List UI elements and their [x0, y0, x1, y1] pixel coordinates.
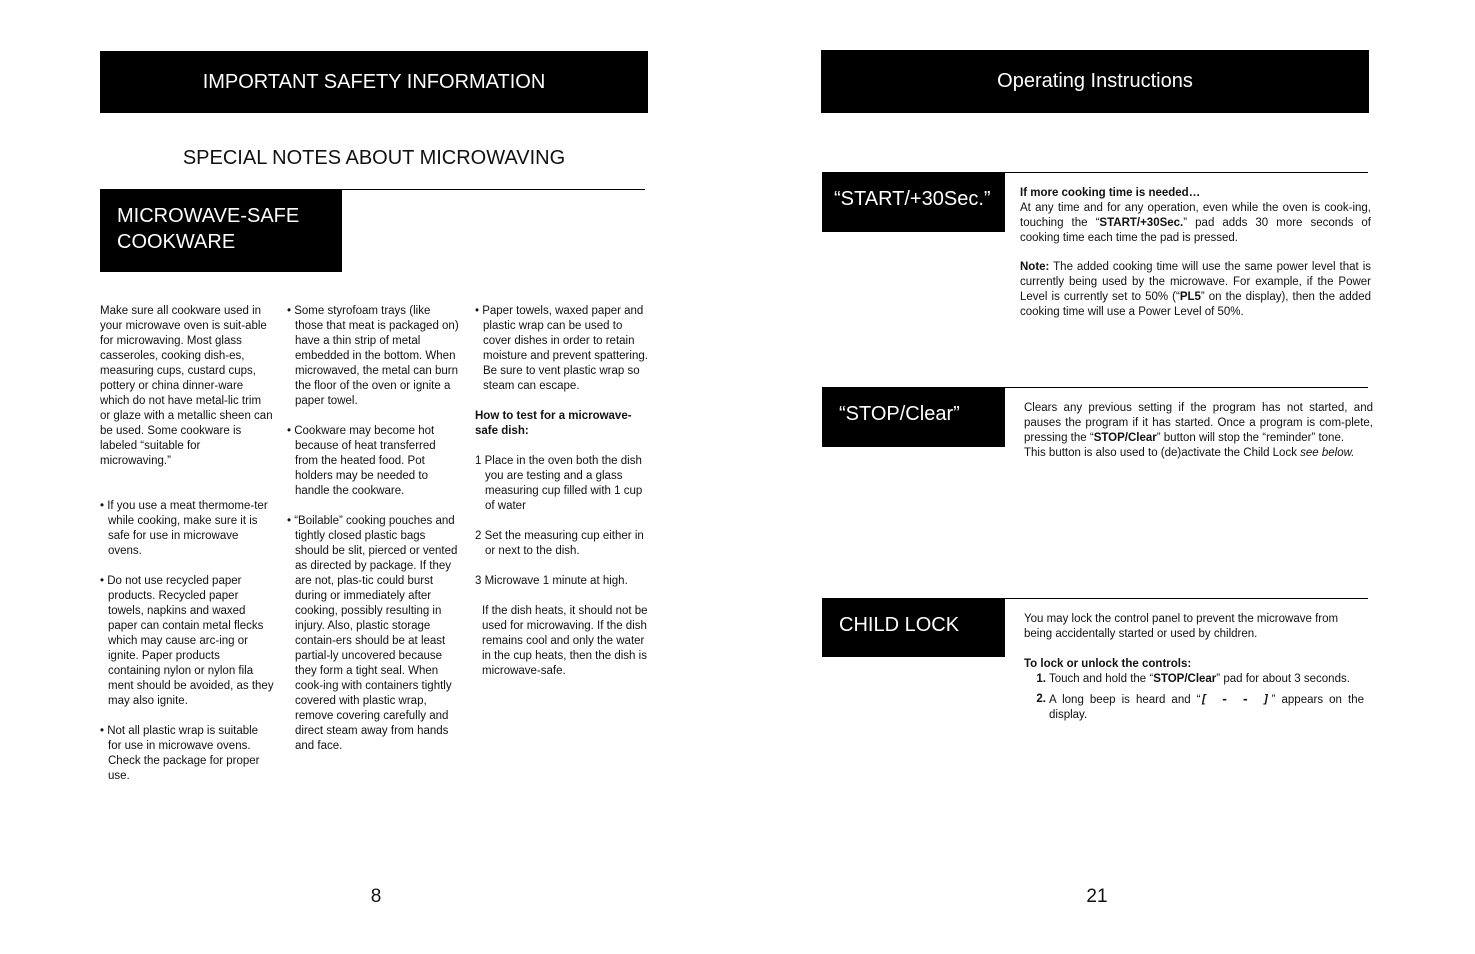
stop-child-lock-note: This button is also used to (de)activate the Child Lock see below.	[1024, 447, 1355, 459]
left-column-3	[475, 304, 649, 679]
test-result: If the dish heats, it should not be used for microwaving. If the dish remains cool and only the water in the cup heats, then the dish is microwave-safe.	[482, 605, 648, 677]
start-30sec-description	[1020, 186, 1371, 320]
start-30sec-label-block	[822, 173, 1005, 232]
test-step: 1 Place in the oven both the dish you are testing and a glass measuring cup filled with 1 cup of water	[475, 455, 643, 512]
test-dish-heading: How to test for a microwave-safe dish:	[475, 410, 632, 437]
list-item: • “Boilable” cooking pouches and tightly closed plastic bags should be slit, pierced or vented as directed by package. If they are not, plas-tic could burst during or immediately after cooking, possibly resulting in injury. Also, plastic storage contain-ers should be at least partial-ly uncovered because they form a tight seal. When cook-ing with containers tightly covered with plastic wrap, remove covering carefully and direct steam away from hands and face.	[287, 515, 458, 752]
left-column-1	[100, 304, 274, 784]
page-number-left: 8	[370, 886, 382, 907]
start-paragraph: At any time and for any operation, even while the oven is cook-ing, touching the “START/+30Sec.” pad adds 30 more seconds of cooking time each time the pad is pressed.	[1020, 202, 1371, 244]
list-item: • Paper towels, waxed paper and plastic wrap can be used to cover dishes in order to retain moisture and prevent spattering. Be sure to vent plastic wrap so steam can escape.	[475, 305, 648, 392]
section-title-line1: MICROWAVE-SAFE	[117, 205, 300, 227]
cookware-intro: Make sure all cookware used in your microwave oven is suit-able for microwaving. Most glass casseroles, cooking dish-es, measuring cups, custard cups, pottery or china dinner-ware which do not have metal-lic trim or glaze with a metallic sheen can be used. Some cookware is labeled “suitable for microwaving.”	[100, 305, 273, 467]
operating-instructions-header	[821, 50, 1369, 113]
list-item: • Some styrofoam trays (like those that meat is packaged on) have a thin strip of metal embedded in the bottom. When microwaved, the metal can burn the floor of the oven or ignite a paper towel.	[287, 305, 459, 407]
list-item: • If you use a meat thermome-ter while cooking, make sure it is safe for use in microwave ovens.	[100, 500, 268, 557]
child-lock-heading: To lock or unlock the controls:	[1024, 658, 1192, 670]
safety-header	[100, 51, 648, 113]
test-step: 2 Set the measuring cup either in or next to the dish.	[475, 530, 644, 557]
left-column-2	[287, 304, 461, 754]
safety-header-title: IMPORTANT SAFETY INFORMATION	[202, 70, 546, 93]
list-item: • Not all plastic wrap is suitable for use in microwave ovens. Check the package for proper use.	[100, 725, 260, 782]
child-lock-step: 2. A long beep is heard and “[ - - ]” appears on the display.	[1036, 692, 1364, 721]
special-notes-title: SPECIAL NOTES ABOUT MICROWAVING	[182, 147, 566, 169]
stop-clear-description	[1024, 401, 1373, 461]
child-lock-intro: You may lock the control panel to prevent the microwave from being accidentally started or used by children.	[1024, 613, 1339, 640]
child-lock-label: CHILD LOCK	[839, 614, 960, 636]
stop-clear-label: “STOP/Clear”	[839, 403, 960, 425]
page-number-right: 21	[1086, 886, 1108, 907]
child-lock-description	[1024, 612, 1364, 728]
operating-instructions-title: Operating Instructions	[997, 70, 1193, 92]
start-heading: If more cooking time is needed…	[1020, 187, 1201, 199]
stop-clear-label-block	[822, 388, 1005, 447]
start-note: Note: The added cooking time will use the same power level that is currently being used by the microwave. For example, if the Power Level is currently set to 50% (“PL5” on the display), then the added cooking time will use a Power Level of 50%.	[1020, 261, 1371, 318]
test-step: 3 Microwave 1 minute at high.	[475, 575, 628, 587]
child-lock-step: 1. Touch and hold the “STOP/Clear” pad for about 3 seconds.	[1036, 673, 1350, 685]
stop-paragraph: Clears any previous setting if the program has not started, and pauses the program if it has started. Once a program is com-plete, pressing the “STOP/Clear” button will stop the “reminder” tone.	[1024, 402, 1373, 444]
section-title-line2: COOKWARE	[117, 231, 236, 253]
microwave-safe-cookware-block	[100, 190, 342, 272]
lock-display-symbol: [ - - ]	[1200, 692, 1272, 706]
start-30sec-label: “START/+30Sec.”	[834, 188, 991, 210]
list-item: • Cookware may become hot because of heat transferred from the heated food. Pot holders may be needed to handle the cookware.	[287, 425, 436, 497]
list-item: • Do not use recycled paper products. Recycled paper towels, napkins and waxed paper can contain metal flecks which may cause arc-ing or ignite. Paper products containing nylon or nylon fila ment should be avoided, as they may also ignite.	[100, 575, 274, 707]
child-lock-label-block	[822, 599, 1005, 657]
